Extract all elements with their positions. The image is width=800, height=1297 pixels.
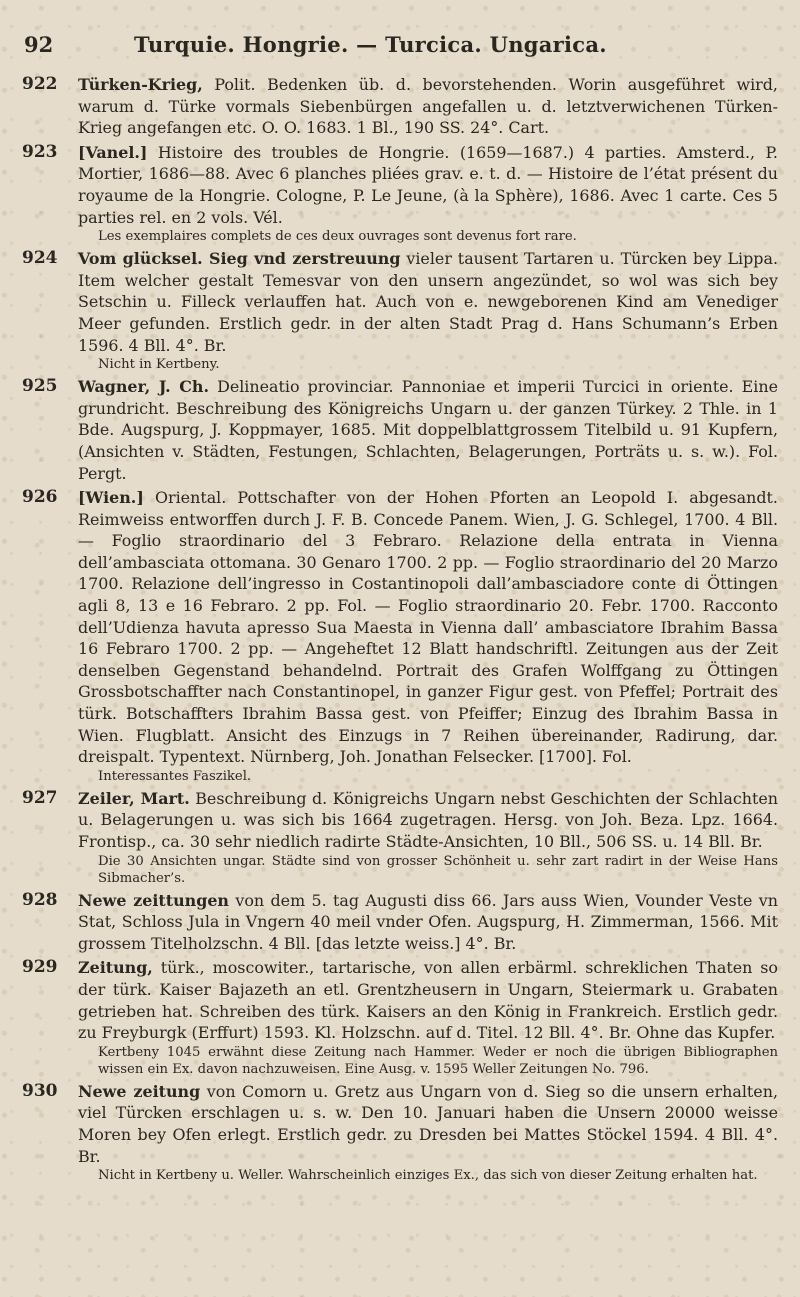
entry-heading: Türken-Krieg, xyxy=(78,75,203,94)
entry-number: 924 xyxy=(22,248,58,269)
entry-body xyxy=(78,248,778,356)
entry-number: 922 xyxy=(22,74,58,94)
entry-body xyxy=(78,376,778,484)
entry-body xyxy=(78,1081,778,1167)
entry-heading: Newe zeitung xyxy=(78,1081,201,1101)
entry-text: Oriental. Pottschafter von der Hohen Pforten an Leopold I. abgesandt. Reimweiss entworffen durch J. F. B. Concede Panem. Wien, J. G. Schlegel, 1700. 4 Bll. — Foglio straordinario del 3 Febraro. Relazione della entrata in Vienna dell’ambasciata ottomana. 30 Genaro 1700. 2 pp. — Foglio straordinario del 20 Marzo 1700. Relazione dell’ingresso in Costantinopoli dall’ambasciadore conte di Öttingen agli 8, 13 e 16 Febraro. 2 pp. Fol. — Foglio straordinario 20. Febr. 1700. Racconto dell’Udienza havuta apresso Sua Maesta in Vienna dall’ ambasciatore Ibrahim Bassa 16 Febraro 1700. 2 pp. — Angeheftet 12 Blatt handschriftl. Zeitungen aus der Zeit denselben Gegenstand behandelnd. Portrait des Grafen Wolffgang zu Öttingen Grossbotschaffter nach Constantinopel, in ganzer Figur gest. von Pfeffel; Portrait des türk. Botschaffters Ibrahim Bassa gest. von Pfeiffer; Einzug des Ibrahim Bassa in Wien. Flugblatt. Ansicht des Einzugs in 7 Reihen übereinander, Radirung, dar. dreispalt. Typentext. Nürnberg, Joh. Jonathan Felsecker. [1700]. Fol. xyxy=(78,488,778,767)
entry-body xyxy=(78,957,778,1043)
catalogue-entry-928 xyxy=(22,890,778,955)
catalogue-entry-923 xyxy=(22,142,778,245)
page-number: 92 xyxy=(24,32,54,57)
catalogue-entry-925 xyxy=(22,376,778,484)
entry-text: von Comorn u. Gretz aus Ungarn von d. Sieg so die unsern erhalten, viel Türcken erschlagen u. s. w. Den 10. Januari haben die Unsern 20000 weisse Moren bey Ofen erlegt. Erstlich gedr. zu Dresden bei Mattes Stöckel 1594. 4 Bll. 4°. Br. xyxy=(78,1081,779,1166)
catalogue-entry-930 xyxy=(22,1081,778,1184)
entry-body xyxy=(78,487,778,768)
entry-heading: Zeitung, xyxy=(78,958,153,978)
entry-text: Polit. Bedenken üb. d. bevorstehenden. Worin ausgeführet wird, warum d. Türke vormals Siebenbürgen angefallen u. d. letztverwichenen Türken-Krieg angefangen etc. O. O. 1683. 1 Bl., 190 SS. 24°. Cart. xyxy=(78,75,778,138)
entry-body xyxy=(78,142,778,228)
entry-note: Interessantes Faszikel. xyxy=(98,768,252,784)
catalogue-entry-929 xyxy=(22,957,778,1077)
running-head: Turquie. Hongrie. — Turcica. Ungarica. xyxy=(134,32,607,57)
catalogue-entry-922 xyxy=(22,74,778,139)
entry-body xyxy=(78,788,778,853)
entry-text: türk., moscowiter., tartarische, von allen erbärml. schreklichen Thaten so der türk. Kaiser Bajazeth an etl. Grentzheusern in Ungarn, Steiermark u. Grabaten getrieben hat. Schreiben des türk. Kaisers an den König in Frankreich. Erstlich gedr. zu Freyburgk (Erffurt) 1593. Kl. Holzschn. auf d. Titel. 12 Bll. 4°. Br. Ohne das Kupfer. xyxy=(78,958,778,1043)
entry-number: 929 xyxy=(22,957,58,978)
entry-text: Delineatio provinciar. Pannoniae et imperii Turcici in oriente. Eine grundricht. Beschreibung des Königreichs Ungarn u. der ganzen Türkey. 2 Thle. in 1 Bde. Augspurg, J. Koppmayer, 1685. Mit doppelblattgrossem Titelbild u. 91 Kupfern, (Ansichten v. Städten, Festungen, Schlachten, Belagerungen, Porträts u. s. w.). Fol. Pergt. xyxy=(78,377,778,483)
entry-heading: [Vanel.] xyxy=(78,142,148,162)
page-header xyxy=(22,28,778,68)
entry-number: 925 xyxy=(22,376,58,397)
entry-heading: [Wien.] xyxy=(78,488,144,508)
entry-heading: Zeiler, Mart. xyxy=(78,788,190,808)
entry-text: Histoire des troubles de Hongrie. (1659—1687.) 4 parties. Amsterd., P. Mortier, 1686—88. Avec 6 planches pliées grav. e. t. d. — Histoire de l’état présent du royaume de la Hongrie. Cologne, P. Le Jeune, (à la Sphère), 1686. Avec 1 carte. Ces 5 parties rel. en 2 vols. Vél. xyxy=(78,142,778,227)
entry-text: Beschreibung d. Königreichs Ungarn nebst Geschichten der Schlachten u. Belagerungen u. was sich bis 1664 zugetragen. Hersg. von Joh. Beza. Lpz. 1664. Frontisp., ca. 30 sehr niedlich radirte Städte-Ansichten, 10 Bll., 506 SS. u. 14 Bll. Br. xyxy=(78,788,778,851)
entry-number: 928 xyxy=(22,889,58,910)
entry-note: Les exemplaires complets de ces deux ouvrages sont devenus fort rare. xyxy=(98,229,577,245)
entry-heading: Vom glücksel. Sieg vnd zerstreuung xyxy=(78,249,401,269)
catalogue-entry-924 xyxy=(22,248,778,373)
entry-note: Nicht in Kertbeny. xyxy=(98,357,220,373)
entry-note: Die 30 Ansichten ungar. Städte sind von grosser Schönheit u. sehr zart radirt in der Weise Hans Sibmacher’s. xyxy=(98,853,778,886)
entry-text: vieler tausent Tartaren u. Türcken bey Lippa. Item welcher gestalt Temesvar von den unsern angezündet, so wol was sich bey Setschin u. Filleck verlauffen hat. Auch von e. newgeborenen Kind am Venediger Meer gefunden. Erstlich gedr. in der alten Stadt Prag d. Hans Schumann’s Erben 1596. 4 Bll. 4°. Br. xyxy=(78,249,779,355)
catalogue-entries xyxy=(22,74,778,1184)
entry-note: Nicht in Kertbeny u. Weller. Wahrscheinlich einziges Ex., das sich von dieser Zeitung erhalten hat. xyxy=(98,1168,758,1184)
entry-number: 923 xyxy=(22,141,58,162)
entry-number: 927 xyxy=(22,787,58,808)
entry-note: Kertbeny 1045 erwähnt diese Zeitung nach Hammer. Weder er noch die übrigen Bibliographen wissen ein Ex. davon nachzuweisen. Eine Ausg. v. 1595 Weller Zeitungen No. 796. xyxy=(98,1044,778,1077)
entry-number: 930 xyxy=(22,1080,58,1101)
entry-number: 926 xyxy=(22,487,58,508)
catalogue-entry-927 xyxy=(22,788,778,887)
entry-heading: Newe zeittungen xyxy=(78,890,229,910)
entry-body xyxy=(78,890,778,955)
entry-text: von dem 5. tag Augusti diss 66. Jars auss Wien, Vounder Veste vn Stat, Schloss Jula in Vngern 40 meil vnder Ofen. Augspurg, H. Zimmerman, 1566. Mit grossem Titelholzschn. 4 Bll. [das letzte weiss.] 4°. Br. xyxy=(78,890,778,953)
catalogue-entry-926 xyxy=(22,487,778,785)
entry-heading: Wagner, J. Ch. xyxy=(78,377,209,397)
entry-body xyxy=(78,74,778,139)
